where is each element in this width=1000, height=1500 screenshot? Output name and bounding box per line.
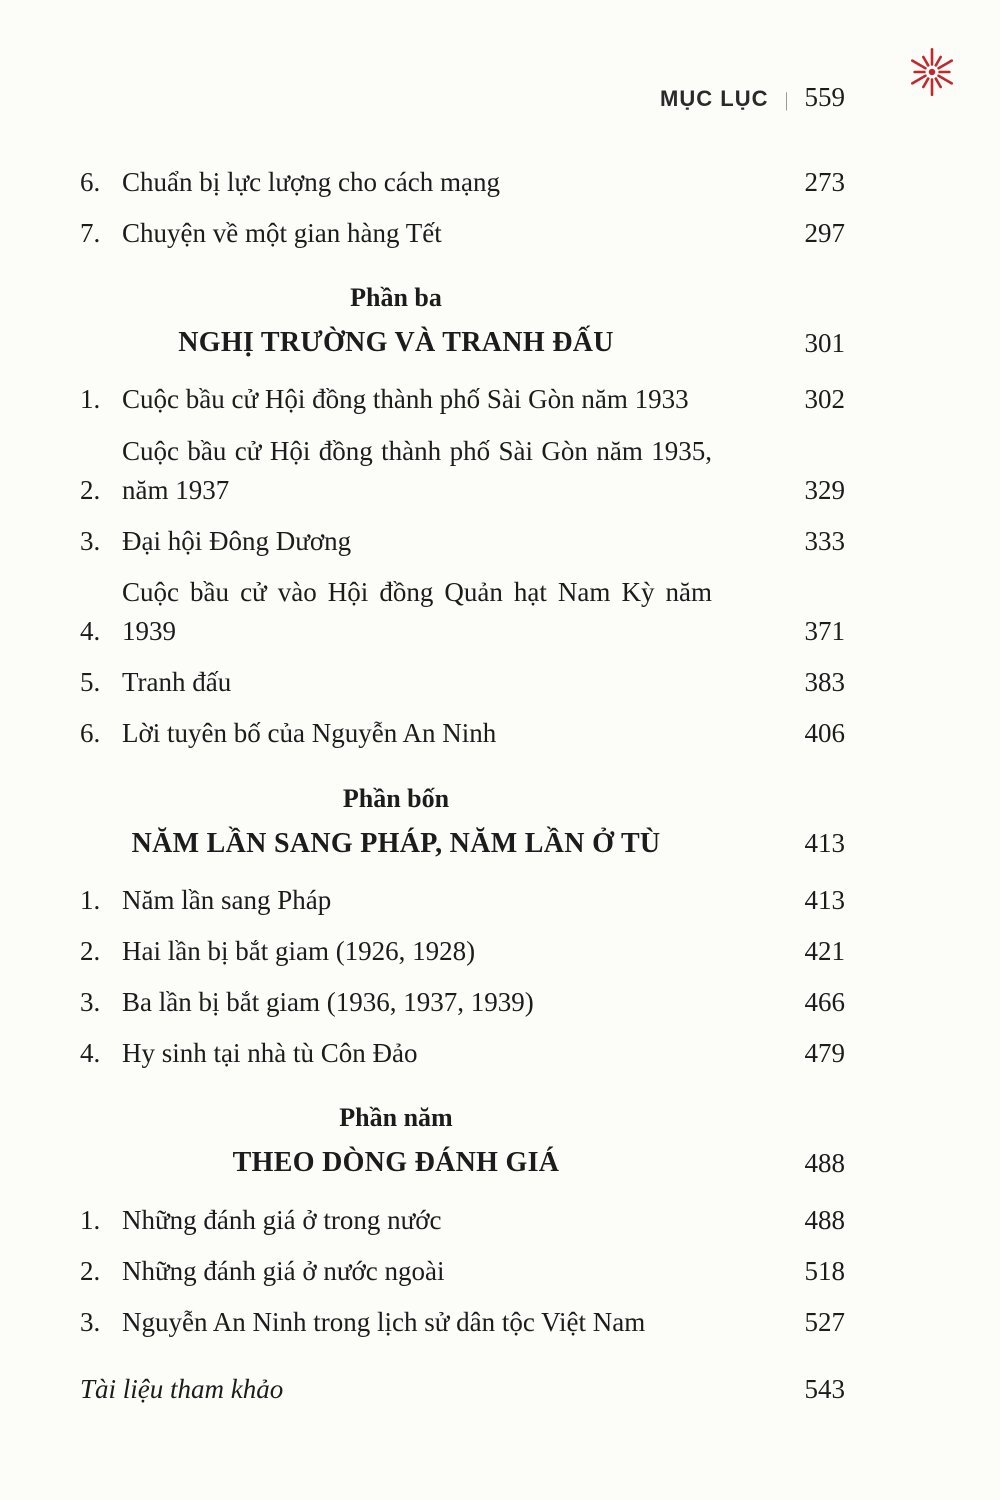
item-title: Những đánh giá ở nước ngoài <box>122 1255 445 1286</box>
toc-item <box>80 932 845 971</box>
part-title: NĂM LẦN SANG PHÁP, NĂM LẦN Ở TÙ <box>131 827 661 859</box>
item-page-number: 421 <box>804 935 845 966</box>
reference-title: Tài liệu tham khảo <box>80 1373 284 1404</box>
part-page-number: 413 <box>804 827 845 858</box>
part-label: Phần ba <box>350 283 442 313</box>
item-page-number: 333 <box>804 525 845 556</box>
toc-item <box>80 983 845 1022</box>
item-number: 6. <box>80 718 101 749</box>
item-title: Nguyễn An Ninh trong lịch sử dân tộc Việt Nam <box>122 1306 646 1337</box>
toc-item <box>80 663 845 702</box>
item-number: 4. <box>80 1038 101 1069</box>
item-number: 3. <box>80 987 101 1018</box>
item-number: 7. <box>80 218 101 249</box>
toc-item <box>80 1252 845 1291</box>
item-title: Hai lần bị bắt giam (1926, 1928) <box>122 935 476 966</box>
item-number: 2. <box>80 474 101 505</box>
part-title: THEO DÒNG ĐÁNH GIÁ <box>232 1147 560 1179</box>
toc-item <box>80 1201 845 1240</box>
reference-page-number: 543 <box>804 1373 845 1404</box>
table-of-contents <box>80 163 845 1409</box>
item-number: 2. <box>80 935 101 966</box>
toc-item <box>80 714 845 753</box>
part-heading <box>80 283 845 362</box>
item-title: Những đánh giá ở trong nước <box>122 1204 442 1235</box>
page-header <box>80 0 845 113</box>
part-heading <box>80 784 845 863</box>
item-title: Năm lần sang Pháp <box>122 884 332 915</box>
item-page-number: 479 <box>804 1038 845 1069</box>
running-head-separator: | <box>784 89 789 111</box>
toc-item <box>80 380 845 419</box>
toc-item <box>80 573 845 651</box>
item-title: Tranh đấu <box>122 667 232 698</box>
toc-item <box>80 432 845 510</box>
part-label: Phần bốn <box>342 783 450 813</box>
part-title-row <box>80 323 845 362</box>
star-burst-icon <box>906 46 958 98</box>
part-page-number: 301 <box>804 327 845 358</box>
item-page-number: 383 <box>804 667 845 698</box>
item-title: Cuộc bầu cử vào Hội đồng Quản hạt Nam Kỳ năm 1939 <box>122 577 712 647</box>
item-title: Lời tuyên bố của Nguyễn An Ninh <box>122 718 497 749</box>
item-number: 2. <box>80 1255 101 1286</box>
publisher-logo <box>906 46 958 98</box>
running-head-page-number: 559 <box>804 82 845 112</box>
item-title: Hy sinh tại nhà tù Côn Đảo <box>122 1038 418 1069</box>
toc-item <box>80 1034 845 1073</box>
part-title-row <box>80 824 845 863</box>
item-title: Ba lần bị bắt giam (1936, 1937, 1939) <box>122 987 534 1018</box>
item-title: Cuộc bầu cử Hội đồng thành phố Sài Gòn năm 1935, năm 1937 <box>122 435 712 505</box>
part-title-row <box>80 1143 845 1182</box>
toc-item <box>80 881 845 920</box>
item-number: 6. <box>80 167 101 197</box>
toc-item <box>80 522 845 561</box>
toc-item <box>80 214 845 253</box>
item-number: 3. <box>80 1306 101 1337</box>
toc-item <box>80 1303 845 1342</box>
part-heading <box>80 1103 845 1182</box>
item-title: Đại hội Đông Dương <box>122 525 352 556</box>
toc-reference-item <box>80 1370 845 1409</box>
item-title: Cuộc bầu cử Hội đồng thành phố Sài Gòn năm 1933 <box>122 384 689 415</box>
item-number: 4. <box>80 616 101 647</box>
item-page-number: 413 <box>804 884 845 915</box>
item-page-number: 273 <box>804 167 845 197</box>
item-title: Chuyện về một gian hàng Tết <box>122 218 442 249</box>
item-page-number: 371 <box>804 616 845 647</box>
part-page-number: 488 <box>804 1147 845 1178</box>
part-title: NGHỊ TRƯỜNG VÀ TRANH ĐẤU <box>178 327 614 359</box>
item-title: Chuẩn bị lực lượng cho cách mạng <box>122 167 500 197</box>
item-page-number: 297 <box>804 218 845 249</box>
item-number: 1. <box>80 884 101 915</box>
item-page-number: 527 <box>804 1306 845 1337</box>
item-page-number: 466 <box>804 987 845 1018</box>
item-page-number: 329 <box>804 474 845 505</box>
running-head-title: MỤC LỤC <box>660 86 769 111</box>
toc-item <box>80 163 845 202</box>
item-page-number: 406 <box>804 718 845 749</box>
item-page-number: 302 <box>804 384 845 415</box>
item-number: 1. <box>80 1204 101 1235</box>
item-number: 1. <box>80 384 101 415</box>
item-page-number: 488 <box>804 1204 845 1235</box>
part-label: Phần năm <box>339 1103 453 1133</box>
item-number: 5. <box>80 667 101 698</box>
item-number: 3. <box>80 525 101 556</box>
item-page-number: 518 <box>804 1255 845 1286</box>
